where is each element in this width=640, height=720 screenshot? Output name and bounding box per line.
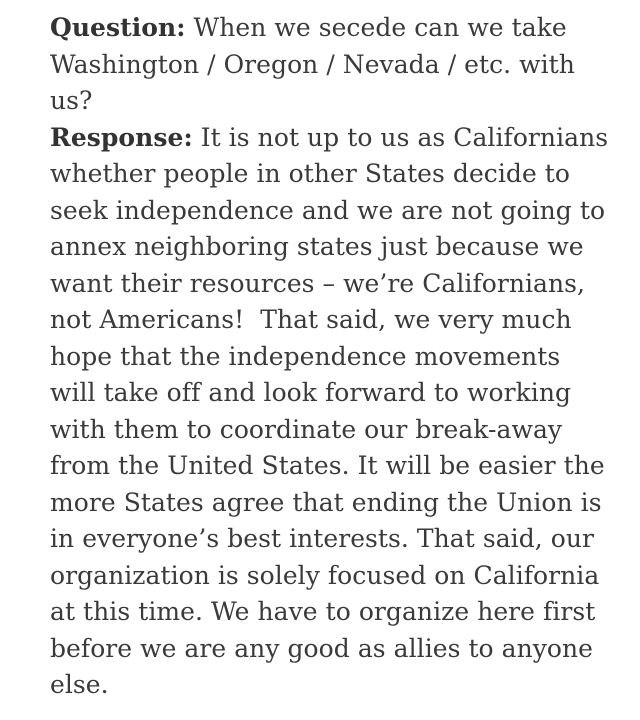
response-line: with them to coordinate our break-away xyxy=(50,414,563,444)
response-line: annex neighboring states just because we xyxy=(50,232,584,261)
response-text: It is not up to us as Californians xyxy=(192,122,609,152)
response-line: seek independence and we are not going to xyxy=(50,195,606,225)
response-line: not Americans! That said, we very much xyxy=(50,305,572,334)
response-line: before we are any good as allies to anyone xyxy=(50,633,594,663)
document-text xyxy=(50,10,610,704)
question-text: When we secede can we take xyxy=(185,13,567,42)
response-line xyxy=(50,120,610,157)
question-line: Washington / Oregon / Nevada / etc. with xyxy=(50,49,575,79)
response-label: Response: xyxy=(50,122,193,152)
response-line: more States agree that ending the Union is xyxy=(50,487,602,517)
response-paragraph xyxy=(50,120,610,704)
response-line: in everyone’s best interests. That said, our xyxy=(50,524,595,553)
question-line: us? xyxy=(50,86,93,115)
response-line: hope that the independence movements xyxy=(50,341,561,371)
response-line: at this time. We have to organize here first xyxy=(50,597,596,626)
response-line: from the United States. It will be easier the xyxy=(50,451,605,480)
response-line: organization is solely focused on California xyxy=(50,560,600,590)
response-line: else. xyxy=(50,670,109,699)
response-line: will take off and look forward to working xyxy=(50,378,572,407)
question-paragraph xyxy=(50,10,610,120)
question-line xyxy=(50,10,610,47)
response-line: whether people in other States decide to xyxy=(50,159,570,188)
question-label: Question: xyxy=(50,13,186,42)
response-line: want their resources – we’re Californians, xyxy=(50,268,586,298)
